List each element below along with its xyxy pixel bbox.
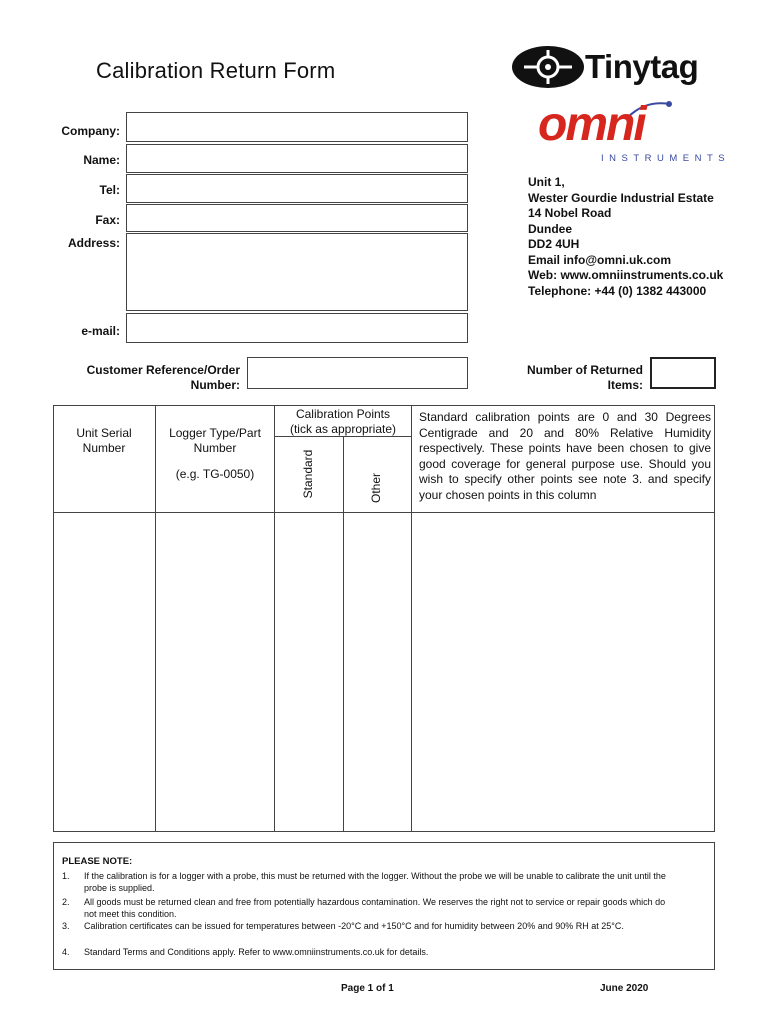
returned-items-input[interactable]: [650, 357, 716, 389]
unit-serial-header: [55, 426, 153, 456]
logger-type-header: [157, 426, 273, 482]
omni-instruments-label: INSTRUMENTS: [601, 153, 731, 164]
note-item: [62, 896, 674, 920]
address-line: Wester Gourdie Industrial Estate: [528, 190, 714, 205]
returned-items-label-line: Items:: [607, 378, 643, 392]
calibration-points-header-line: Calibration Points: [295, 407, 391, 421]
note-text: All goods must be returned clean and free from potentially hazardous contamination. We reserves the right not to service or repair goods which do not meet this condition.: [84, 897, 666, 919]
chosen-points-entry[interactable]: [412, 513, 714, 831]
standard-column-header: Standard: [301, 449, 315, 499]
note-text: Calibration certificates can be issued for temperatures between -20°C and +150°C and for humidity between 20% and 90% RH at 25°C.: [84, 921, 624, 931]
standard-tick-entry[interactable]: [275, 513, 343, 831]
other-column-header: Other: [369, 473, 383, 504]
other-tick-entry[interactable]: [344, 513, 411, 831]
note-number: 1.: [62, 871, 70, 881]
serial-number-entry[interactable]: [54, 513, 155, 831]
customer-reference-label: [30, 363, 240, 393]
unit-serial-header-line: Number: [82, 441, 126, 455]
customer-reference-label-line: Number:: [190, 378, 240, 392]
logger-type-header-line: Logger Type/Part: [169, 426, 261, 440]
calibration-points-header-line: (tick as appropriate): [289, 422, 397, 436]
name-input[interactable]: [126, 144, 468, 173]
note-item: [62, 870, 674, 894]
note-number: 2.: [62, 897, 70, 907]
contact-phone: Telephone: +44 (0) 1382 443000: [528, 283, 707, 298]
unit-serial-header-line: Unit Serial: [76, 426, 132, 440]
fax-input[interactable]: [126, 204, 468, 232]
tel-label: Tel:: [99, 183, 120, 197]
note-text: If the calibration is for a logger with a probe, this must be returned with the logger. Without the probe we will be unable to calibrate the unit until the probe is supplied.: [84, 871, 666, 893]
note-text: Standard Terms and Conditions apply. Refer to www.omniinstruments.co.uk for details.: [84, 947, 429, 957]
page-number: Page 1 of 1: [341, 983, 394, 994]
address-label: Address:: [67, 236, 120, 250]
form-title: Calibration Return Form: [96, 58, 336, 83]
fax-label: Fax:: [95, 213, 120, 227]
contact-web: Web: www.omniinstruments.co.uk: [528, 268, 724, 282]
calibration-description: Standard calibration points are 0 and 30 Degrees Centigrade and 20 and 80% Relative Humidity respectively. These points have been chosen to give good coverage for general purpose use. Should you wish to specify other points see note 3. and specify your chosen points in this column: [419, 410, 711, 502]
note-number: 4.: [62, 947, 70, 957]
customer-reference-input[interactable]: [247, 357, 468, 389]
company-input[interactable]: [126, 112, 468, 142]
returned-items-label: [470, 363, 643, 393]
name-label: Name:: [83, 153, 120, 167]
address-line: DD2 4UH: [528, 237, 580, 251]
tel-input[interactable]: [126, 174, 468, 203]
tinytag-logo-icon: [510, 44, 586, 90]
email-input[interactable]: [126, 313, 468, 343]
note-item: [62, 946, 674, 958]
email-label: e-mail:: [81, 324, 120, 338]
company-label: Company:: [61, 124, 120, 138]
logger-type-header-line: Number: [193, 441, 237, 455]
address-input[interactable]: [126, 233, 468, 311]
address-line: Unit 1,: [528, 175, 565, 189]
calibration-points-header: [276, 407, 410, 437]
address-line: 14 Nobel Road: [528, 206, 612, 220]
notes-title: PLEASE NOTE:: [62, 856, 133, 867]
logger-type-entry[interactable]: [156, 513, 274, 831]
logger-type-example: (e.g. TG-0050): [175, 467, 255, 481]
form-date: June 2020: [600, 983, 649, 994]
contact-address: [528, 175, 723, 299]
address-line: Dundee: [528, 221, 573, 236]
returned-items-label-line: Number of Returned: [526, 363, 643, 377]
omni-wordmark: omni: [538, 98, 645, 151]
customer-reference-label-line: Customer Reference/Order: [86, 363, 240, 377]
tinytag-wordmark: Tinytag: [585, 48, 699, 85]
note-item: [62, 920, 674, 944]
note-number: 3.: [62, 921, 70, 931]
contact-email: Email info@omni.uk.com: [528, 252, 672, 267]
